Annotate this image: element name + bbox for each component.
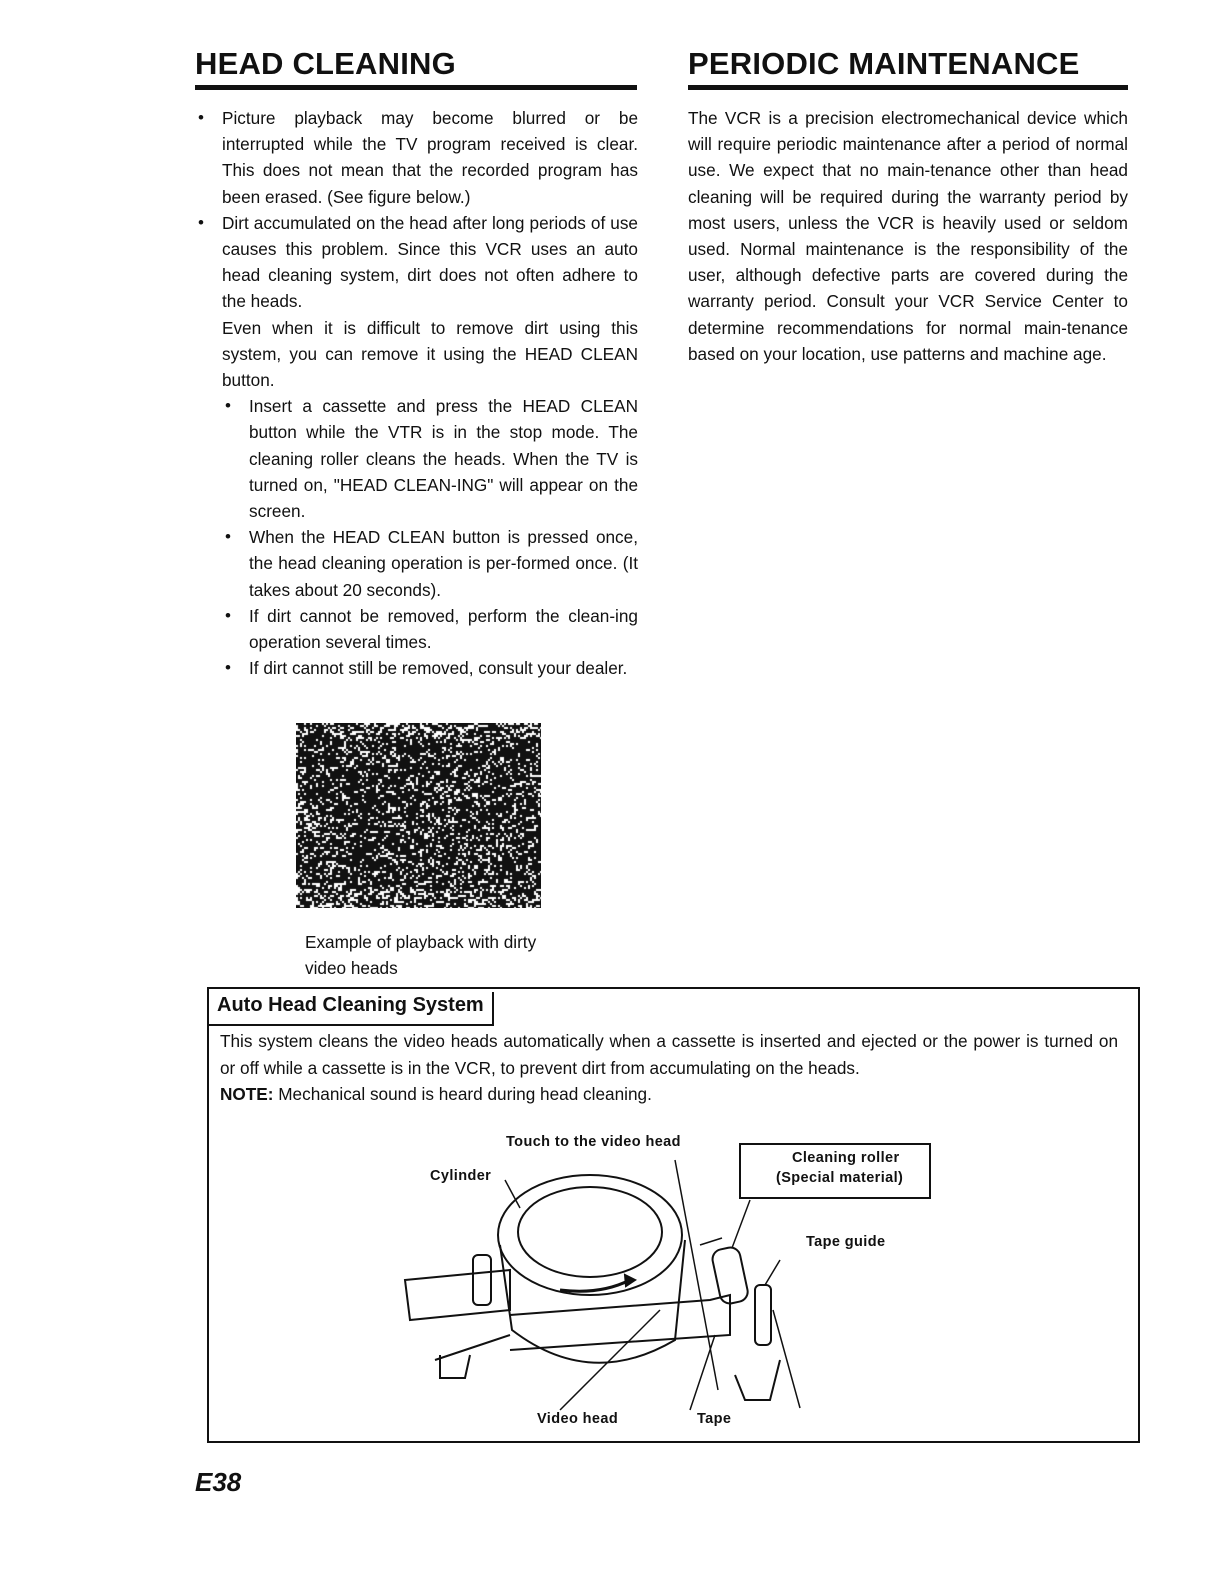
sub-bullet-item: • When the HEAD CLEAN button is pressed once, the head cleaning operation is per-formed once. (It takes about 20 seconds).	[222, 524, 638, 603]
label-roller-1: Cleaning roller	[792, 1150, 900, 1166]
bullet-item: • Picture playback may become blurred or be interrupted while the TV program received is clear. This does not mean that the recorded program has been erased. (See figure below.)	[195, 105, 638, 210]
tape-strip	[405, 1270, 510, 1320]
label-cylinder: Cylinder	[430, 1168, 492, 1184]
label-touch: Touch to the video head	[506, 1134, 681, 1150]
leader-tape	[690, 1335, 715, 1410]
page-number: E38	[195, 1467, 242, 1497]
tape-path	[510, 1295, 730, 1350]
box-title: Auto Head Cleaning System	[207, 992, 494, 1026]
label-tape-guide: Tape guide	[806, 1234, 886, 1250]
continuation-text: Even when it is difficult to remove dirt using this system, you can remove it using the HEAD CLEAN button.	[222, 317, 638, 391]
maintenance-text: The VCR is a precision electromechanical device which will require periodic maintenance after a period of normal use. We expect that no main-tenance other than head cleaning will be required during the warranty period by most users, unless the VCR is heavily used or seldom used. Normal maintenance is the responsibility of the user, although defective parts are covered during the warranty period. Consult your VCR Service Center to determine recommendations for normal main-tenance based on your location, use patterns and machine age.	[688, 108, 1128, 364]
rotation-arrow	[560, 1280, 630, 1291]
box-description: This system cleans the video heads automatically when a cassette is inserted and ejected or the power is turned on or off while a cassette is in the VCR, to prevent dirt from accumulating on the heads.	[220, 1031, 1118, 1078]
heading-rule-right	[688, 85, 1128, 90]
sub-bullet-item: • If dirt cannot be removed, perform the clean-ing operation several times.	[222, 603, 638, 655]
head-cleaning-heading: HEAD CLEANING	[195, 46, 456, 81]
figure-caption: Example of playback with dirty video heads	[305, 932, 537, 979]
cylinder-inner	[518, 1187, 662, 1277]
dirty-playback-image	[296, 723, 541, 908]
head-cleaning-body	[195, 105, 638, 681]
label-roller-2: (Special material)	[776, 1170, 904, 1186]
note-label: NOTE:	[220, 1084, 274, 1104]
tape-guide-post	[755, 1285, 771, 1345]
double-arrow	[700, 1238, 722, 1245]
periodic-maintenance-heading: PERIODIC MAINTENANCE	[688, 46, 1080, 81]
box-text	[220, 1028, 1118, 1108]
heading-rule-left	[195, 85, 637, 90]
sub-bullet-item: • If dirt cannot still be removed, consult your dealer.	[222, 655, 638, 681]
label-tape: Tape	[697, 1411, 732, 1427]
periodic-maintenance-body	[688, 105, 1128, 367]
left-base	[435, 1335, 510, 1378]
note-text: Mechanical sound is heard during head cleaning.	[273, 1084, 652, 1104]
bullet-item: • Dirt accumulated on the head after long periods of use causes this problem. Since this VCR uses an auto head cleaning system, dirt does not often adhere to the heads.	[195, 210, 638, 315]
right-base	[735, 1360, 780, 1400]
left-guide	[473, 1255, 491, 1305]
leader-roller	[732, 1200, 750, 1248]
label-video-head: Video head	[537, 1411, 619, 1427]
sub-bullet-item: • Insert a cassette and press the HEAD CLEAN button while the VTR is in the stop mode. The cleaning roller cleans the heads. When the TV is turned on, "HEAD CLEAN-ING" will appear on the screen.	[222, 393, 638, 524]
